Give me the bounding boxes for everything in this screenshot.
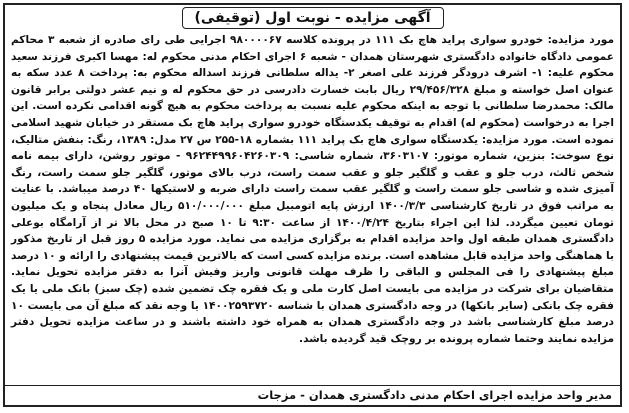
notice-footer: مدیر واحد مزایده اجرای احکام مدنی دادگستری همدان - مزجات: [5, 385, 620, 405]
auction-notice: [3, 3, 622, 407]
notice-title: آگهی مزایده - نوبت اول (توقیفی): [182, 7, 444, 29]
notice-body: مورد مزایده: خودرو سواری پراید هاچ بک ۱۱۱ در پرونده کلاسه ۹۸۰۰۰۰۶۷ اجرایی طی رای صادره از شعبه ۳ محاکم عمومی دادگاه خانواده دادگستری شهرستان همدان - شعبه ۶ اجرای احکام مدنی محکوم له: مهسا اکبری فرزند سعید محکوم علیه: ۱- اشرف درودگر فرزند علی اصغر ۲- یداله سلطانی فرزند اسداله محکوم به: پرداخت ۸ عدد سکه به عنوان اصل خواسته و مبلغ ۲۹/۴۵۶/۳۲۸ ریال بابت خسارت دادرسی در حق محکوم له و نیم عشر دولتی برابر قانون مالک: محمدرضا سلطانی با توجه به اینکه محکوم علیه نسبت به پرداخت محکوم به هیچ گونه اقدامی نکرده است. این اجرا به درخواست (محکوم له) اقدام به توقیف یکدستگاه خودرو سواری پراید هاچ بک مستقر در خیابان شهید اسلامی نموده است. مورد مزایده: یکدستگاه سواری هاچ بک پراید ۱۱۱ بشماره ۱۸-۲۵۵ س ۲۷ مدل: ۱۳۸۹، رنگ: بنفش متالیک، نوع سوخت: بنزین، شماره موتور: ۳۶۰۳۱۰۷، شماره شاسی: ۹۶۲۴۴۹۹۶۰۴۲۶۰۳۰۹ - موتور روشن، دارای بیمه نامه شخص ثالث، درب جلو و عقب و گلگیر جلو و عقب سمت راست، درب بالای موتور، گلگیر جلو سمت راست، رنگ آمیزی شده و شاسی جلو سمت راست و گلگیر عقب سمت راست دارای ضربه و لاستیکها ۴۰ درصد میباشد. با عنایت به مراتب فوق در تاریخ کارشناسی ۱۴۰۰/۳/۳ ارزش پایه اتومبیل مبلغ ۵۱۰/۰۰۰/۰۰۰ ریال معادل پنجاه و یک میلیون تومان تعیین میگردد. لذا این اجراء بتاریخ ۱۴۰۰/۴/۲۴ از ساعت ۹:۳۰ تا ۱۰ صبح در محل بالا تر از آرامگاه بوعلی دادگستری همدان طبقه اول واحد مزایده اقدام به برگزاری مزایده می نماید. مورد مزایده ۵ روز قبل از تاریخ مذکور با هماهنگی واحد مزایده قابل مشاهده است. برنده مزایده کسی است که بالاترین قیمت پیشنهادی را ارائه و ۱۰ درصد مبلغ پیشنهادی را فی المجلس و الباقی را ظرف مهلت قانونی واریز وفیش آنرا به دفتر مزایده تحویل نماید. متقاضیان برای شرکت در مزایده می بایست اصل کارت ملی و یک فقره چک تضمین شده (چک سبز) بانک ملی یا یک فقره چک بانکی (سایر بانکها) در وجه دادگستری همدان با شناسه ۱۴۰۰۲۵۹۳۷۲۰ یا وجه نقد که مبلغ آن می بایست ۱۰ درصد مبلغ کارشناسی باشد در وجه دادگستری همدان به همراه خود داشته باشند و در ساعت مزایده تحویل دفتر مزایده نمایند وحتما شماره پرونده بر روچک قید گردیده باشد.: [11, 34, 615, 345]
